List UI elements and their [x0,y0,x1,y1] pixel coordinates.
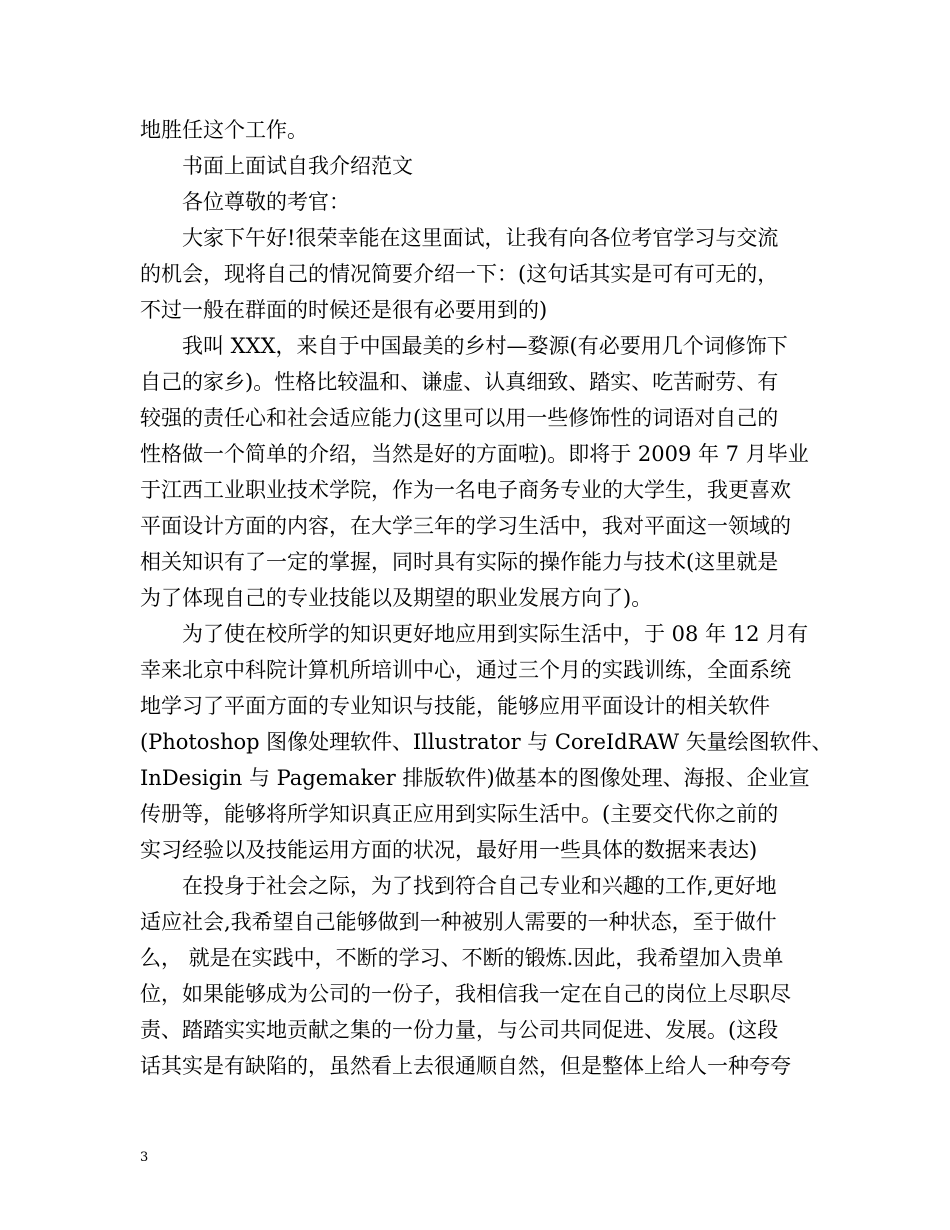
text-line-26: 责、踏踏实实地贡献之集的一份力量，与公司共同促进、发展。(这段 [140,1018,779,1042]
text-line-22: 在投身于社会之际，为了找到符合自己专业和兴趣的工作,更好地 [182,874,777,898]
page-number: 3 [140,1150,149,1165]
section-heading: 书面上面试自我介绍范文 [182,154,413,178]
text-line-19: InDesigin 与 Pagemaker 排版软件)做基本的图像处理、海报、企业宣 [140,766,810,790]
text-line-17: 地学习了平面方面的专业知识与技能，能够应用平面设计的相关软件 [140,694,770,718]
text-line-13: 相关知识有了一定的掌握，同时具有实际的操作能力与技术(这里就是 [140,550,779,574]
text-line-6: 不过一般在群面的时候还是很有必要用到的) [140,298,548,322]
text-line-4: 大家下午好!很荣幸能在这里面试，让我有向各位考官学习与交流 [182,226,779,250]
text-line-27: 话其实是有缺陷的，虽然看上去很通顺自然，但是整体上给人一种夸夸 [140,1054,791,1078]
text-line-15: 为了使在校所学的知识更好地应用到实际生活中，于 08 年 12 月有 [182,622,809,646]
salutation: 各位尊敬的考官： [182,190,350,214]
text-line-11: 于江西工业职业技术学院，作为一名电子商务专业的大学生，我更喜欢 [140,478,791,502]
text-line-12: 平面设计方面的内容，在大学三年的学习生活中，我对平面这一领域的 [140,514,791,538]
text-line-21: 实习经验以及技能运用方面的状况，最好用一些具体的数据来表达) [140,838,758,862]
text-line-14: 为了体现自己的专业技能以及期望的职业发展方向了)。 [140,586,653,610]
text-line-16: 幸来北京中科院计算机所培训中心，通过三个月的实践训练，全面系统 [140,658,791,682]
text-line-23: 适应社会,我希望自己能够做到一种被别人需要的一种状态，至于做什 [140,910,777,934]
text-line-24: 么， 就是在实践中，不断的学习、不断的锻炼.因此，我希望加入贵单 [140,946,784,970]
text-line-1: 地胜任这个工作。 [140,118,308,142]
text-line-20: 传册等，能够将所学知识真正应用到实际生活中。(主要交代你之前的 [140,802,779,826]
text-line-7: 我叫 XXX，来自于中国最美的乡村—婺源(有必要用几个词修饰下 [182,334,788,358]
text-line-5: 的机会，现将自己的情况简要介绍一下：(这句话其实是可有可无的， [140,262,779,286]
text-line-10: 性格做一个简单的介绍，当然是好的方面啦)。即将于 2009 年 7 月毕业 [140,442,809,466]
text-line-25: 位，如果能够成为公司的一份子，我相信我一定在自己的岗位上尽职尽 [140,982,791,1006]
text-line-8: 自己的家乡)。性格比较温和、谦虚、认真细致、踏实、吃苦耐劳、有 [140,370,779,394]
text-line-18: (Photoshop 图像处理软件、Illustrator 与 CoreIdRAW 矢量绘图软件、 [140,730,833,754]
text-line-9: 较强的责任心和社会适应能力(这里可以用一些修饰性的词语对自己的 [140,406,779,430]
